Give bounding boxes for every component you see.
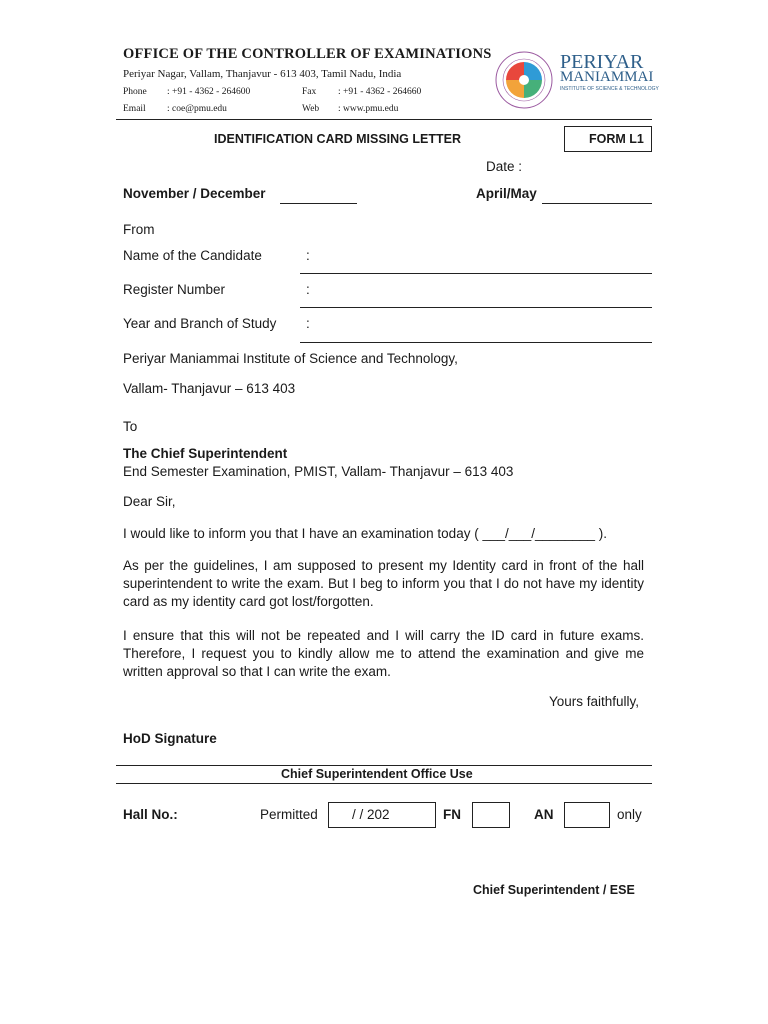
session-apr-may-line[interactable] (542, 203, 652, 204)
email-value: : coe@pmu.edu (167, 104, 227, 114)
logo-name-line2: MANIAMMAI (560, 69, 654, 85)
register-number-label: Register Number (123, 282, 226, 297)
office-address: Periyar Nagar, Vallam, Thanjavur - 613 403, Tamil Nadu, India (123, 68, 402, 80)
phone-label: Phone (123, 87, 147, 97)
recipient-detail: End Semester Examination, PMIST, Vallam- Thanjavur – 613 403 (123, 464, 514, 479)
signatory-label: Chief Superintendent / ESE (473, 883, 635, 897)
email-label: Email (123, 104, 146, 114)
office-title: OFFICE OF THE CONTROLLER OF EXAMINATIONS (123, 46, 492, 62)
an-checkbox[interactable] (564, 802, 610, 828)
register-number-field[interactable] (300, 307, 652, 308)
permitted-label: Permitted (260, 807, 318, 822)
hod-signature-label: HoD Signature (123, 731, 217, 746)
letter-paragraph-1: I would like to inform you that I have an examination today ( ___/___/________ ). (123, 526, 608, 541)
form-title: IDENTIFICATION CARD MISSING LETTER (214, 132, 461, 146)
institute-logo (494, 50, 554, 110)
phone-value: : +91 - 4362 - 264600 (167, 87, 251, 97)
institution-name: Periyar Maniammai Institute of Science and Technology, (123, 351, 458, 366)
fax-value: : +91 - 4362 - 264660 (338, 87, 422, 97)
hall-number-label: Hall No.: (123, 807, 178, 822)
form-code: FORM L1 (589, 132, 644, 146)
to-label: To (123, 419, 138, 434)
date-label: Date : (486, 159, 523, 174)
salutation: Dear Sir, (123, 494, 176, 509)
an-label: AN (534, 807, 554, 822)
only-label: only (617, 807, 642, 822)
office-use-bottom-divider (116, 783, 652, 784)
fax-label: Fax (302, 87, 317, 97)
session-nov-dec-line[interactable] (280, 203, 357, 204)
fn-checkbox[interactable] (472, 802, 510, 828)
year-branch-colon: : (306, 316, 310, 331)
candidate-name-label: Name of the Candidate (123, 248, 262, 263)
closing: Yours faithfully, (549, 694, 640, 709)
web-value: : www.pmu.edu (338, 104, 399, 114)
register-number-colon: : (306, 282, 310, 297)
letter-paragraph-3: I ensure that this will not be repeated and I will carry the ID card in future exams. Therefore, I request you to kindly allow me to attend the examination and give me written approval so that I can write the exam. (123, 628, 644, 679)
office-use-top-divider (116, 765, 652, 766)
from-label: From (123, 222, 155, 237)
candidate-name-colon: : (306, 248, 310, 263)
permitted-date-placeholder: / / 202 (352, 807, 390, 822)
session-apr-may: April/May (476, 186, 537, 201)
session-nov-dec: November / December (123, 186, 266, 201)
logo-emblem-icon (494, 50, 554, 110)
year-branch-label: Year and Branch of Study (123, 316, 277, 331)
office-use-title: Chief Superintendent Office Use (281, 767, 473, 781)
recipient-title: The Chief Superintendent (123, 446, 288, 461)
year-branch-field[interactable] (300, 342, 652, 343)
institution-location: Vallam- Thanjavur – 613 403 (123, 381, 296, 396)
candidate-name-field[interactable] (300, 273, 652, 274)
logo-name-line1: PERIYAR (560, 51, 644, 73)
web-label: Web (302, 104, 320, 114)
letter-paragraph-2: As per the guidelines, I am supposed to present my Identity card in front of the hall superintendent to write the exam. But I beg to inform you that I do not have my identity card as my identity card got lost/forgotten. (123, 558, 644, 609)
logo-subline: INSTITUTE OF SCIENCE & TECHNOLOGY (560, 86, 659, 92)
header-divider (116, 119, 652, 120)
fn-label: FN (443, 807, 461, 822)
